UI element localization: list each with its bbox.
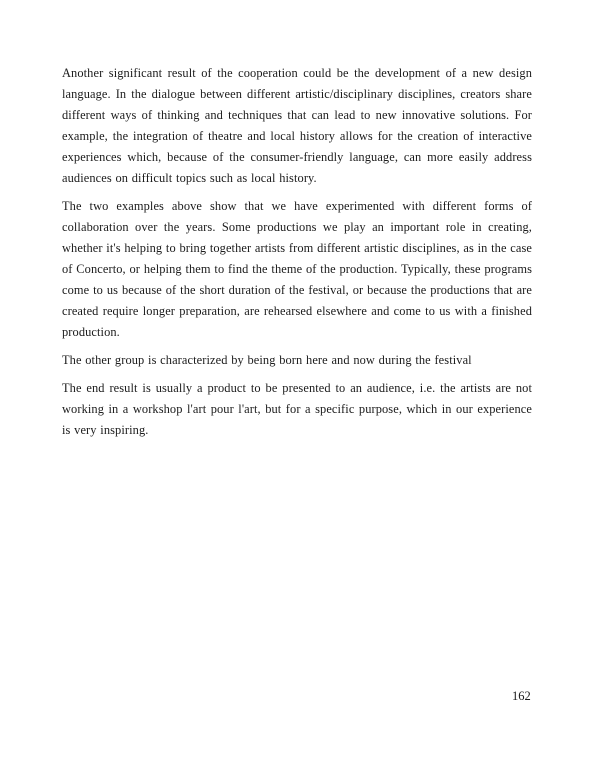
page-number: 162 xyxy=(512,689,531,703)
paragraph-2: The two examples above show that we have experimented with different forms of collaboration over the years. Some productions we play an important role in creating, whether it's helping to bring together artists from different artistic disciplines, as in the case of Concerto, or helping them to find the theme of the production. Typically, these programs come to us because of the short duration of the festival, or because the productions that are created require longer preparation, are rehearsed elsewhere and come to us with a finished production. xyxy=(62,199,532,339)
paragraph-1: Another significant result of the cooperation could be the development of a new design language. In the dialogue between different artistic/disciplinary disciplines, creators share different ways of thinking and techniques that can lead to new innovative solutions. For example, the integration of theatre and local history allows for the creation of interactive experiences which, because of the consumer-friendly language, can more easily address audiences on difficult topics such as local history. xyxy=(62,66,532,185)
page-body-text xyxy=(62,63,532,448)
paragraph-3: The other group is characterized by being born here and now during the festival xyxy=(62,353,472,367)
paragraph-4: The end result is usually a product to be presented to an audience, i.e. the artists are not working in a workshop l'art pour l'art, but for a specific purpose, which in our experience is very inspiring. xyxy=(62,381,532,437)
